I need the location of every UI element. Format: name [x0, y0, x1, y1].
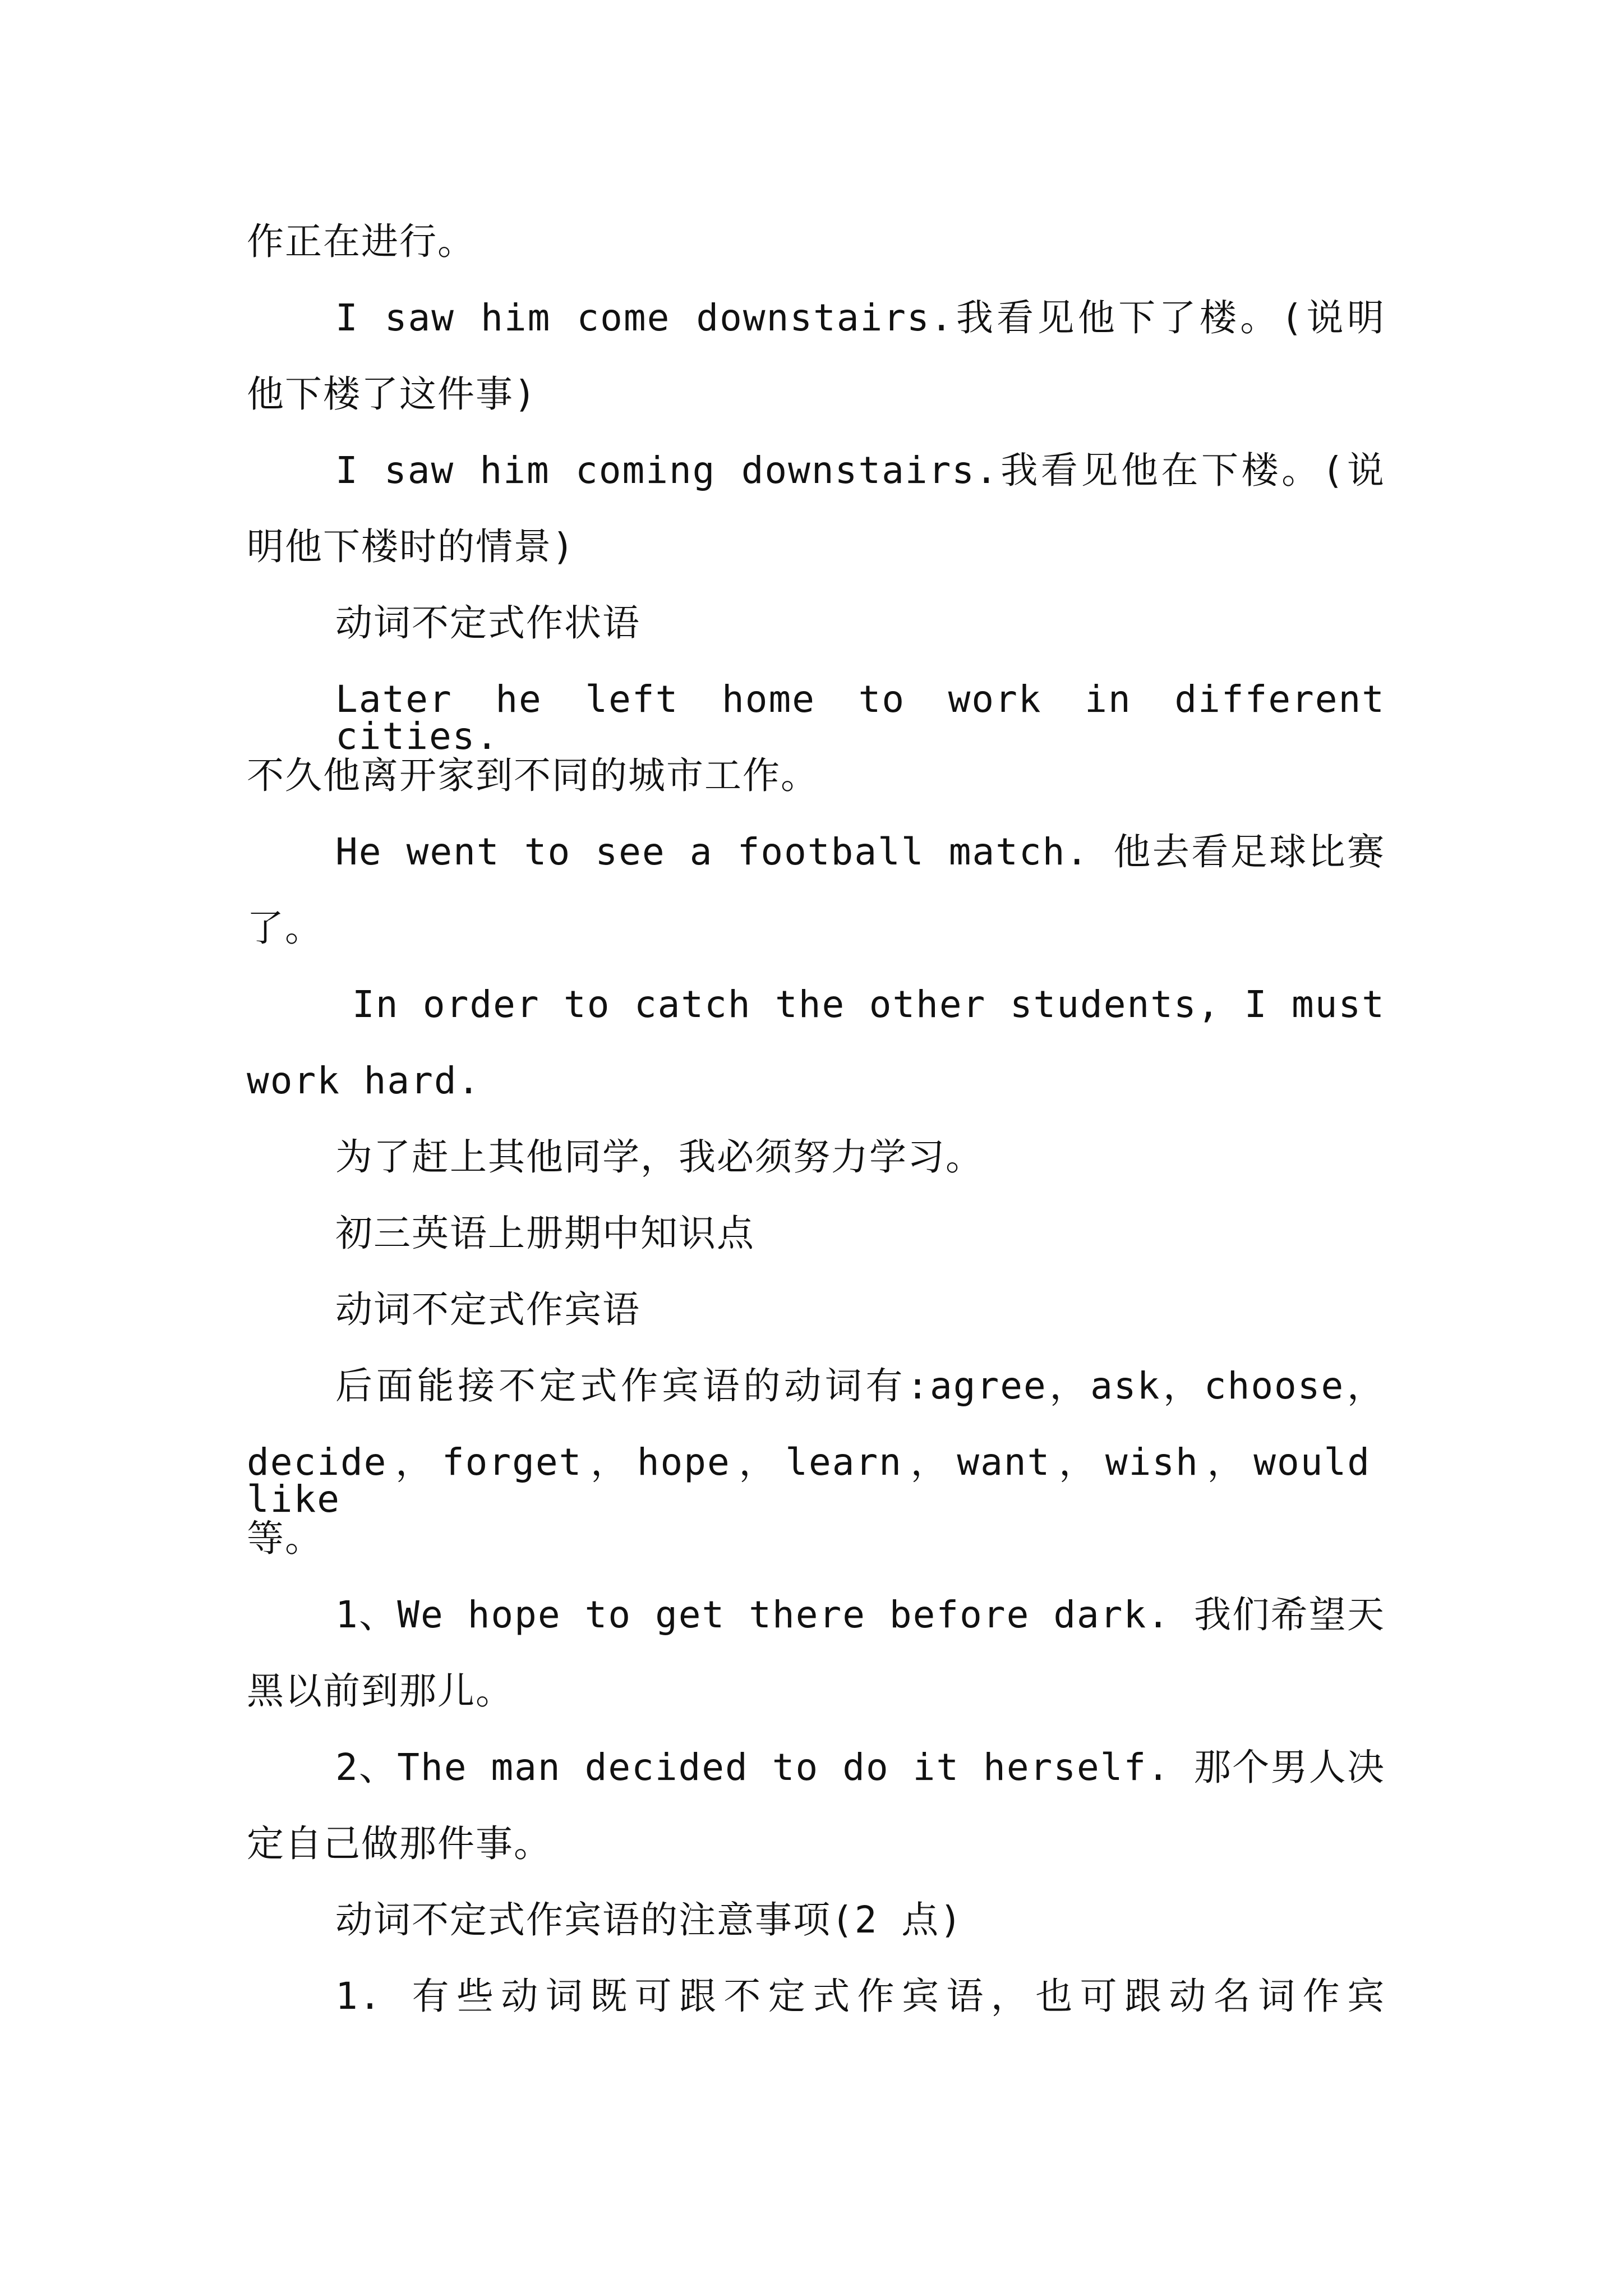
text-line: 作正在进行。	[247, 220, 476, 263]
text-line: 等。	[247, 1517, 323, 1560]
text-line: 为了赶上其他同学，我必须努力学习。	[335, 1135, 984, 1179]
text-line: 黑以前到那儿。	[247, 1669, 514, 1713]
text-line: 他下楼了这件事)	[247, 372, 537, 416]
text-line: 明他下楼时的情景)	[247, 525, 575, 568]
text-line: He went to see a football match. 他去看足球比赛	[335, 830, 1385, 873]
section-heading: 初三英语上册期中知识点	[335, 1212, 755, 1255]
text-line: 不久他离开家到不同的城市工作。	[247, 754, 819, 797]
text-line: work hard.	[247, 1059, 481, 1102]
text-line: 了。	[247, 907, 323, 950]
section-heading: 动词不定式作状语	[335, 601, 640, 645]
text-line: 1. 有些动词既可跟不定式作宾语，也可跟动名词作宾	[335, 1975, 1385, 2018]
text-line: 定自己做那件事。	[247, 1822, 552, 1865]
text-line: decide，forget，hope，learn，want，wish，would like	[247, 1441, 1371, 1521]
text-line: 后面能接不定式作宾语的动词有:agree，ask，choose，	[335, 1364, 1385, 1407]
text-line: I saw him come downstairs.我看见他下了楼。(说明	[335, 296, 1385, 339]
text-line: 2、The man decided to do it herself. 那个男人决	[335, 1746, 1385, 1789]
section-heading: 动词不定式作宾语	[335, 1288, 640, 1331]
text-line: I saw him coming downstairs.我看见他在下楼。(说	[335, 449, 1385, 492]
section-heading: 动词不定式作宾语的注意事项(2 点)	[335, 1898, 963, 1941]
text-line: Later he left home to work in different cities.	[335, 678, 1385, 758]
text-line: In order to catch the other students, I must	[352, 983, 1385, 1026]
text-line: 1、We hope to get there before dark. 我们希望天	[335, 1593, 1385, 1636]
